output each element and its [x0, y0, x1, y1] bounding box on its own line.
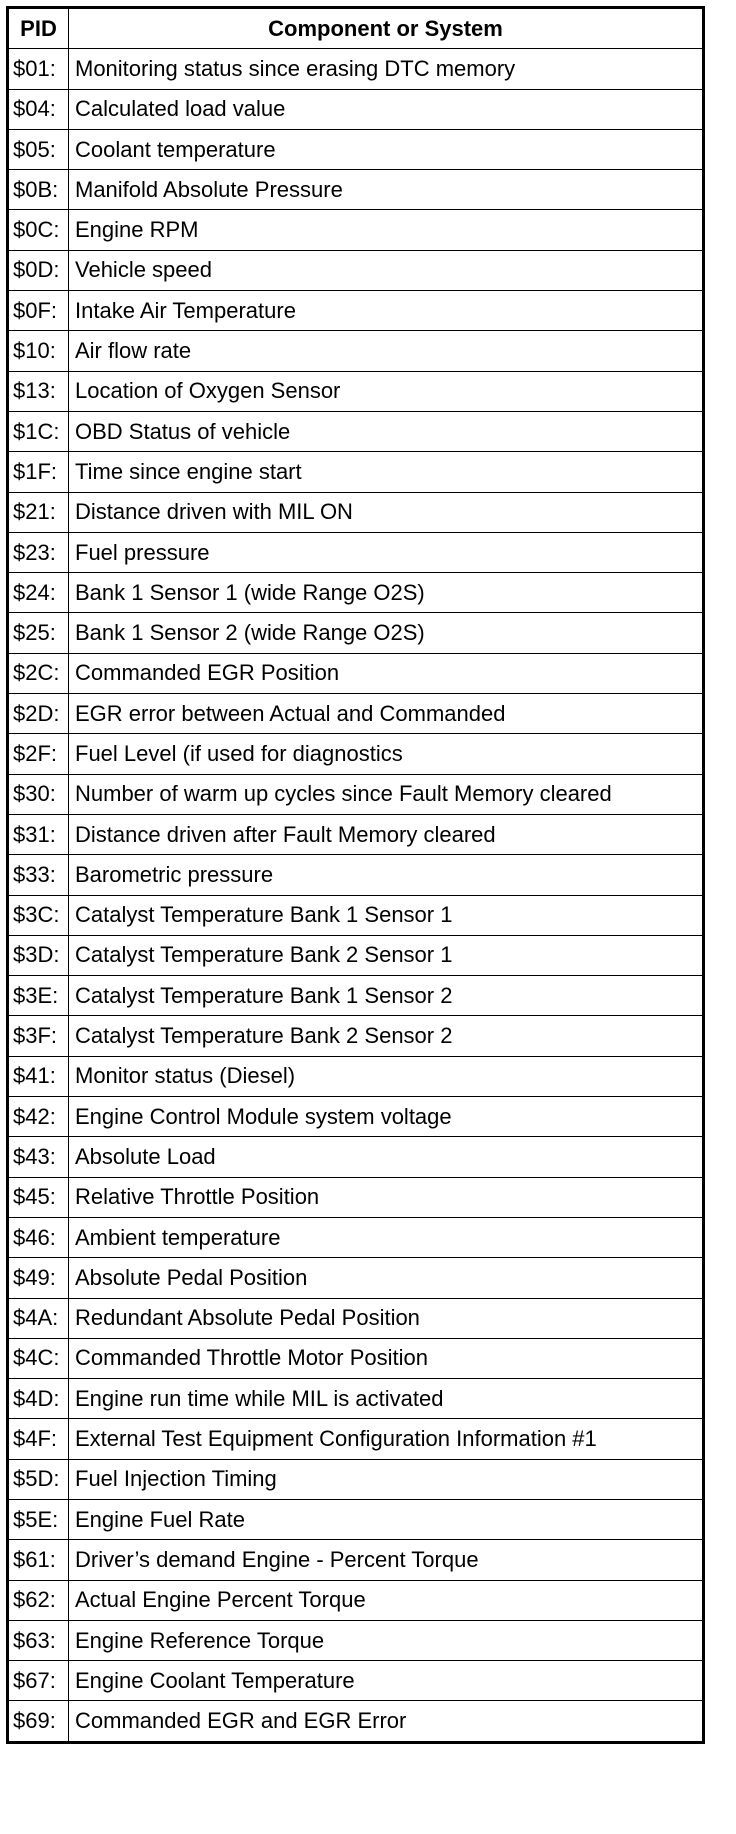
table-row	[8, 129, 704, 169]
table-row	[8, 976, 704, 1016]
pid-cell: $0D:	[8, 250, 69, 290]
component-cell: Manifold Absolute Pressure	[69, 170, 704, 210]
component-cell: Monitor status (Diesel)	[69, 1056, 704, 1096]
pid-cell: $4F:	[8, 1419, 69, 1459]
pid-cell: $4C:	[8, 1338, 69, 1378]
component-cell: Calculated load value	[69, 89, 704, 129]
table-row	[8, 653, 704, 693]
table-row	[8, 1298, 704, 1338]
component-cell: Air flow rate	[69, 331, 704, 371]
table-row	[8, 1540, 704, 1580]
component-cell: Catalyst Temperature Bank 1 Sensor 1	[69, 895, 704, 935]
component-cell: Location of Oxygen Sensor	[69, 371, 704, 411]
component-cell: Driver’s demand Engine - Percent Torque	[69, 1540, 704, 1580]
pid-cell: $43:	[8, 1137, 69, 1177]
table-row	[8, 1258, 704, 1298]
component-cell: Engine Control Module system voltage	[69, 1097, 704, 1137]
pid-cell: $63:	[8, 1620, 69, 1660]
table-row	[8, 694, 704, 734]
component-cell: Fuel pressure	[69, 532, 704, 572]
table-row	[8, 532, 704, 572]
pid-cell: $30:	[8, 774, 69, 814]
pid-cell: $4A:	[8, 1298, 69, 1338]
pid-cell: $3D:	[8, 935, 69, 975]
component-cell: Barometric pressure	[69, 855, 704, 895]
table-row	[8, 371, 704, 411]
pid-cell: $24:	[8, 573, 69, 613]
component-cell: Commanded EGR and EGR Error	[69, 1701, 704, 1742]
table-row	[8, 935, 704, 975]
component-cell: Catalyst Temperature Bank 2 Sensor 2	[69, 1016, 704, 1056]
component-cell: Absolute Load	[69, 1137, 704, 1177]
component-cell: Time since engine start	[69, 452, 704, 492]
table-row	[8, 1338, 704, 1378]
pid-cell: $13:	[8, 371, 69, 411]
pid-cell: $2F:	[8, 734, 69, 774]
pid-cell: $04:	[8, 89, 69, 129]
pid-cell: $5D:	[8, 1459, 69, 1499]
pid-cell: $0B:	[8, 170, 69, 210]
pid-cell: $23:	[8, 532, 69, 572]
component-cell: External Test Equipment Configuration Information #1	[69, 1419, 704, 1459]
pid-cell: $45:	[8, 1177, 69, 1217]
pid-cell: $31:	[8, 814, 69, 854]
pid-cell: $1F:	[8, 452, 69, 492]
pid-cell: $25:	[8, 613, 69, 653]
pid-cell: $67:	[8, 1661, 69, 1701]
table-header	[8, 8, 704, 49]
pid-cell: $5E:	[8, 1499, 69, 1539]
pid-cell: $4D:	[8, 1379, 69, 1419]
component-cell: Commanded Throttle Motor Position	[69, 1338, 704, 1378]
table-row	[8, 895, 704, 935]
table-row	[8, 1177, 704, 1217]
component-cell: OBD Status of vehicle	[69, 411, 704, 451]
component-cell: Catalyst Temperature Bank 2 Sensor 1	[69, 935, 704, 975]
table-row	[8, 1620, 704, 1660]
component-cell: Fuel Level (if used for diagnostics	[69, 734, 704, 774]
pid-cell: $2C:	[8, 653, 69, 693]
table-row	[8, 331, 704, 371]
component-cell: Distance driven with MIL ON	[69, 492, 704, 532]
component-cell: Intake Air Temperature	[69, 291, 704, 331]
pid-cell: $42:	[8, 1097, 69, 1137]
pid-cell: $3E:	[8, 976, 69, 1016]
pid-cell: $21:	[8, 492, 69, 532]
component-cell: Vehicle speed	[69, 250, 704, 290]
pid-table	[6, 6, 705, 1744]
pid-cell: $41:	[8, 1056, 69, 1096]
pid-cell: $33:	[8, 855, 69, 895]
table-row	[8, 1580, 704, 1620]
table-row	[8, 452, 704, 492]
table-row	[8, 1499, 704, 1539]
table-row	[8, 1661, 704, 1701]
table-row	[8, 1016, 704, 1056]
component-cell: Fuel Injection Timing	[69, 1459, 704, 1499]
component-cell: Engine run time while MIL is activated	[69, 1379, 704, 1419]
table-row	[8, 89, 704, 129]
component-cell: Relative Throttle Position	[69, 1177, 704, 1217]
pid-column-header: PID	[8, 8, 69, 49]
component-cell: Ambient temperature	[69, 1217, 704, 1257]
table-row	[8, 49, 704, 89]
pid-cell: $05:	[8, 129, 69, 169]
component-cell: Commanded EGR Position	[69, 653, 704, 693]
table-row	[8, 1056, 704, 1096]
pid-cell: $0F:	[8, 291, 69, 331]
component-cell: Engine Fuel Rate	[69, 1499, 704, 1539]
pid-cell: $3F:	[8, 1016, 69, 1056]
component-cell: Engine RPM	[69, 210, 704, 250]
table-row	[8, 1419, 704, 1459]
table-body	[8, 49, 704, 1742]
component-cell: Bank 1 Sensor 1 (wide Range O2S)	[69, 573, 704, 613]
table-row	[8, 1217, 704, 1257]
table-row	[8, 855, 704, 895]
table-row	[8, 1379, 704, 1419]
table-row	[8, 492, 704, 532]
component-cell: Actual Engine Percent Torque	[69, 1580, 704, 1620]
component-cell: Absolute Pedal Position	[69, 1258, 704, 1298]
pid-cell: $62:	[8, 1580, 69, 1620]
table-row	[8, 613, 704, 653]
pid-cell: $0C:	[8, 210, 69, 250]
pid-cell: $1C:	[8, 411, 69, 451]
component-cell: Monitoring status since erasing DTC memory	[69, 49, 704, 89]
header-row	[8, 8, 704, 49]
pid-cell: $10:	[8, 331, 69, 371]
table-row	[8, 814, 704, 854]
pid-cell: $01:	[8, 49, 69, 89]
component-cell: Catalyst Temperature Bank 1 Sensor 2	[69, 976, 704, 1016]
table-row	[8, 411, 704, 451]
pid-cell: $49:	[8, 1258, 69, 1298]
component-cell: Redundant Absolute Pedal Position	[69, 1298, 704, 1338]
pid-cell: $69:	[8, 1701, 69, 1742]
table-row	[8, 250, 704, 290]
table-row	[8, 210, 704, 250]
component-cell: Engine Reference Torque	[69, 1620, 704, 1660]
component-cell: Bank 1 Sensor 2 (wide Range O2S)	[69, 613, 704, 653]
pid-cell: $46:	[8, 1217, 69, 1257]
table-row	[8, 1701, 704, 1742]
table-row	[8, 291, 704, 331]
component-cell: EGR error between Actual and Commanded	[69, 694, 704, 734]
component-column-header: Component or System	[69, 8, 704, 49]
pid-cell: $61:	[8, 1540, 69, 1580]
table-row	[8, 734, 704, 774]
component-cell: Distance driven after Fault Memory cleared	[69, 814, 704, 854]
table-row	[8, 170, 704, 210]
component-cell: Engine Coolant Temperature	[69, 1661, 704, 1701]
pid-cell: $2D:	[8, 694, 69, 734]
component-cell: Number of warm up cycles since Fault Memory cleared	[69, 774, 704, 814]
table-row	[8, 1459, 704, 1499]
pid-cell: $3C:	[8, 895, 69, 935]
table-row	[8, 1097, 704, 1137]
table-row	[8, 573, 704, 613]
table-row	[8, 774, 704, 814]
component-cell: Coolant temperature	[69, 129, 704, 169]
table-row	[8, 1137, 704, 1177]
